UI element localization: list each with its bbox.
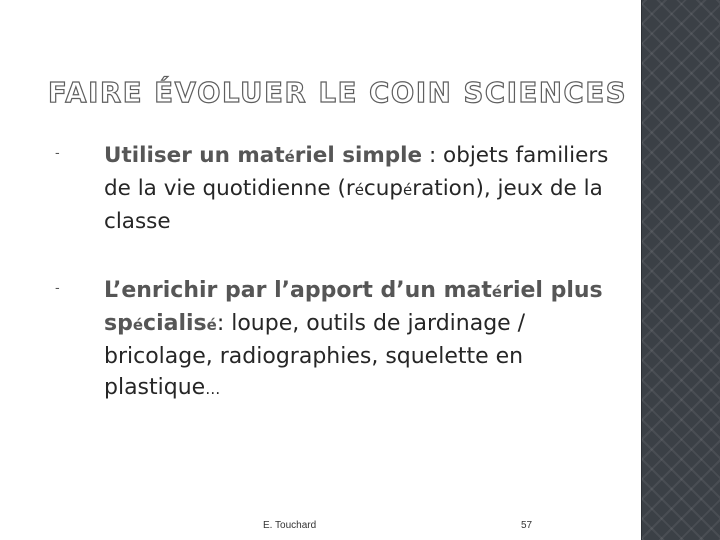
bullet-lead	[104, 143, 422, 168]
bullet-body-accent: é	[403, 181, 413, 199]
bullet-lead-accent: é	[284, 148, 295, 166]
bullet-marker: -	[55, 281, 60, 296]
bullet-lead-accent: é	[206, 316, 217, 334]
bullet-body-part: : objets familiers de la vie quotidienne (r	[104, 143, 609, 201]
bullet-body-part: ration), jeux de la classe	[104, 176, 603, 234]
bullet-item-enrichir	[55, 275, 640, 405]
bullet-lead-part: riel simple	[294, 143, 423, 168]
bullet-lead-part: riel plus sp	[104, 278, 603, 336]
bullet-lead-part: cialis	[143, 311, 207, 336]
bullet-body-accent: é	[354, 181, 364, 199]
bullet-text	[104, 140, 640, 237]
bullet-lead-part: L’enrichir par l’apport d’un mat	[104, 278, 492, 303]
bullet-lead-accent: é	[132, 316, 144, 334]
decorative-side-strip	[641, 0, 720, 540]
footer-author: E. Touchard	[263, 520, 317, 531]
bullet-list	[55, 140, 640, 443]
bullet-body-part: : loupe, outils de jardinage / bricolage, radiographies, squelette en plastique	[104, 311, 526, 400]
slide-title: FAIRE ÉVOLUER LE COIN SCIENCES	[48, 77, 628, 109]
bullet-marker: -	[55, 146, 60, 161]
bullet-text	[104, 275, 640, 405]
bullet-body-part: cup	[363, 176, 404, 201]
bullet-lead-part: Utiliser un mat	[104, 143, 285, 168]
footer-page-number: 57	[521, 520, 533, 531]
bullet-lead-accent: é	[491, 283, 503, 301]
bullet-item-materiel-simple	[55, 140, 640, 237]
bullet-body-ellipsis: …	[205, 380, 221, 398]
